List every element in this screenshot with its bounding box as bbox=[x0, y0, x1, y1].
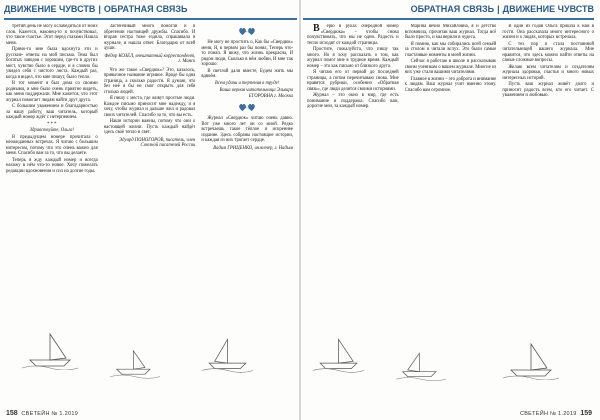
paragraph: Прямо-то мне была вдохнута эти и русские- ответы на мой письма. Тема был богатых заводов с хорошим, где-то в других мест, чувство было в сердце, и я словно бы увидел себя с чистого листа. Каждый раз, когда я видел, что мне пишут, было тепло. bbox=[6, 47, 98, 80]
right-column-2 bbox=[405, 24, 497, 396]
issue-number: № 1.2019 bbox=[549, 411, 577, 417]
wish-line: Всем удачи и терпения в труде! bbox=[215, 80, 280, 86]
paragraph: С тех пор я стала постоянной читательницей вашего журнала. Мне нравится, что здесь можно найти ответы на самые сложные вопросы. bbox=[502, 41, 595, 63]
paragraph: Не могу не простить о, Как бы «Свердюк» меня, Я, в первом раз бы понял, Теперь что-то понял. Я вижу, что жизнь прекрасна, И рядом люди, Сколько в нём любви, И мне так хорошо. bbox=[201, 40, 294, 67]
paragraph: Я пишу с места, где живут простые люди. Каждое письмо приносит мне надежду, и я хочу, чтобы журнал и дальше жил и радовал своих читателей. Спасибо за то, что вы есть. bbox=[103, 96, 196, 118]
paragraph: Пусть ваш журнал живёт долго и приносит радость всем, кто его читает. С уважением и любовью. bbox=[502, 82, 595, 98]
paragraph: Марина вечно Михайловна, я и детство вспомнила, прочитав ваш журнал. Тогда всё было просто, и мы верили в чудеса. bbox=[404, 24, 497, 40]
sailboat-illustration bbox=[501, 340, 561, 380]
letter-signature: Вадим ГРИЦЕНКО, инженер, г. Надым bbox=[213, 145, 294, 151]
left-column-2 bbox=[104, 24, 196, 396]
letter-signature: Ваша верная читательница Эльвира ЕГОРОВНА г. Москва bbox=[219, 88, 294, 99]
paragraph: Простите, пожалуйста, что пишу так много. Но я хочу рассказать о том, как журнал помог мне в трудное время. Каждый номер – это как письмо от близкого друга. bbox=[307, 47, 399, 69]
paragraph: Журнал «Свердюк» читаю очень давно. Вот уже много лет он со мной. Редко встречаешь такое тёплое и искреннее издание. Здесь собраны настоящие истории, и каждая из них трогает сердце. bbox=[201, 116, 294, 143]
right-header-section: ДВИЖЕНИЕ ЧУВСТВ bbox=[502, 4, 594, 14]
divider-star: * * * bbox=[47, 121, 57, 127]
letter-signature: Эдуард ПОНОГОРОВ, писатель, член Союзной писателей России bbox=[119, 137, 196, 148]
paragraph: Журнал – это окно в мир, где есть понимание и поддержка. Спасибо вам, дорогие мои, за каждый номер. bbox=[307, 93, 399, 109]
right-header-subsection: ОБРАТНАЯ СВЯЗЬ bbox=[410, 4, 495, 14]
sailboat-illustration bbox=[110, 345, 160, 380]
sailboat-illustration bbox=[200, 335, 255, 373]
hearts-icon bbox=[201, 102, 293, 112]
magazine-name: СВЕТЕЙН bbox=[21, 411, 50, 417]
paragraph: В светлой дали вместе, Будем жить мы вдвоём. bbox=[201, 68, 294, 79]
right-page-header: ОБРАТНАЯ СВЯЗЬ | ДВИЖЕНИЕ ЧУВСТВ bbox=[410, 4, 594, 14]
right-page bbox=[301, 0, 600, 420]
paragraph: В один из годов Ольга пришла к нам в гости. Она рассказала много интересного о жизни и о людях, которых встречала. bbox=[502, 24, 595, 40]
greeting: Здравствуйте, Ольга! bbox=[29, 128, 75, 133]
paragraph: Верю в руках очередной номер «Свердюка» – чтобы снова почувствовать, что мы не одни. Радость и тепло исходят от каждой страницы. bbox=[307, 24, 399, 46]
paragraph: Желаю всем читателям и создателям журнала здоровья, счастья и много новых интересных историй. bbox=[502, 64, 595, 81]
paragraph: Теперь я жду каждый номер и всегда нахожу в нём что-то новое. Хочу пожелать редакции вдохновения и сил на долгие годы. bbox=[6, 157, 98, 174]
sailboat-illustration bbox=[311, 335, 366, 373]
paragraph: Я читаю его от первой до последней страницы, а потом перечитываю снова. Мне нравятся рубрики, особенно «Обратная связь», где люди делятся своими историями. bbox=[307, 70, 399, 92]
paragraph: В тот момент я был дома со своими родными, и мне было очень приятно видеть, как меня поддержали. Мне кажется, что этот журнал помогает людям найти друг друга. bbox=[6, 81, 98, 103]
paragraph: В предыдущем номере прочитала о неожиданных встречах. Я читаю с большим интересом, потому что это очень важно для меня. Спасибо вам за то, что вы делаете. bbox=[6, 134, 98, 156]
paragraph: Что же такое «Свердюк»? Это, казалось, привычное название игривое. Вроде бы одна страница, а сколько радости. Я думаю, что без неё я бы не смог открыть для себя столько людей. bbox=[103, 67, 196, 95]
left-header-subsection: ОБРАТНАЯ СВЯЗЬ bbox=[103, 4, 188, 14]
right-page-footer bbox=[520, 410, 594, 417]
page-number: 158 bbox=[6, 410, 18, 417]
paragraph: третий день не могу ослабедиться от моих слов. Кажется, наконец-то я почувствовал, что такое счастье. Этот перед глазами Нашла меня. bbox=[6, 24, 98, 46]
letter-signature: Фёдор КОЗЕЛ, внештатный корреспондент, г. Минск bbox=[104, 53, 196, 64]
paragraph: С большим уважением и благодарностью за вашу работу, ваш читатель, который каждый номер ждёт с нетерпением. bbox=[6, 104, 98, 120]
paragraph: Сейчас я работаю в школе и рассказываю своим ученикам о вашем журнале. Многие из них уже стали вашими читателями. bbox=[404, 59, 497, 75]
paragraph: Главное в жизни – это доброта и внимание к людям. Ваш журнал учит именно этому. Спасибо вам огромное. bbox=[404, 76, 497, 93]
sailboat-illustration bbox=[20, 330, 80, 370]
svg-text:4+2: 4+2 bbox=[245, 30, 250, 33]
sailboat-illustration bbox=[396, 348, 446, 382]
magazine-name: СВЕТЕЙН bbox=[519, 411, 549, 417]
left-page bbox=[0, 0, 299, 420]
left-page-footer bbox=[4, 410, 78, 417]
left-header-rule bbox=[4, 18, 297, 20]
page-number: 159 bbox=[580, 410, 592, 417]
hearts-icon bbox=[201, 26, 293, 36]
right-header-rule bbox=[303, 18, 594, 20]
left-header-section: ДВИЖЕНИЕ ЧУВСТВ bbox=[4, 4, 96, 14]
issue-number: № 1.2019 bbox=[51, 411, 79, 417]
paragraph: Застенчивый много помогли и в обретении настоящей дружбы. Спасибо. И вторая сестра тоже ездила, спрашивала в журнале, и нашла ответ. Благодарю от всей души. bbox=[103, 24, 196, 51]
svg-text:4+2: 4+2 bbox=[245, 106, 250, 109]
paragraph: Я помню, как мы собирались всей семьёй за столом и читали вслух. Это были самые счастливые моменты в моей жизни. bbox=[404, 41, 497, 58]
paragraph: Наши истории важны, потому что они о настоящей жизни. Пусть каждый найдёт здесь своё тепло и свет. bbox=[103, 119, 196, 135]
left-page-header: ДВИЖЕНИЕ ЧУВСТВ | ОБРАТНАЯ СВЯЗЬ bbox=[4, 4, 188, 14]
